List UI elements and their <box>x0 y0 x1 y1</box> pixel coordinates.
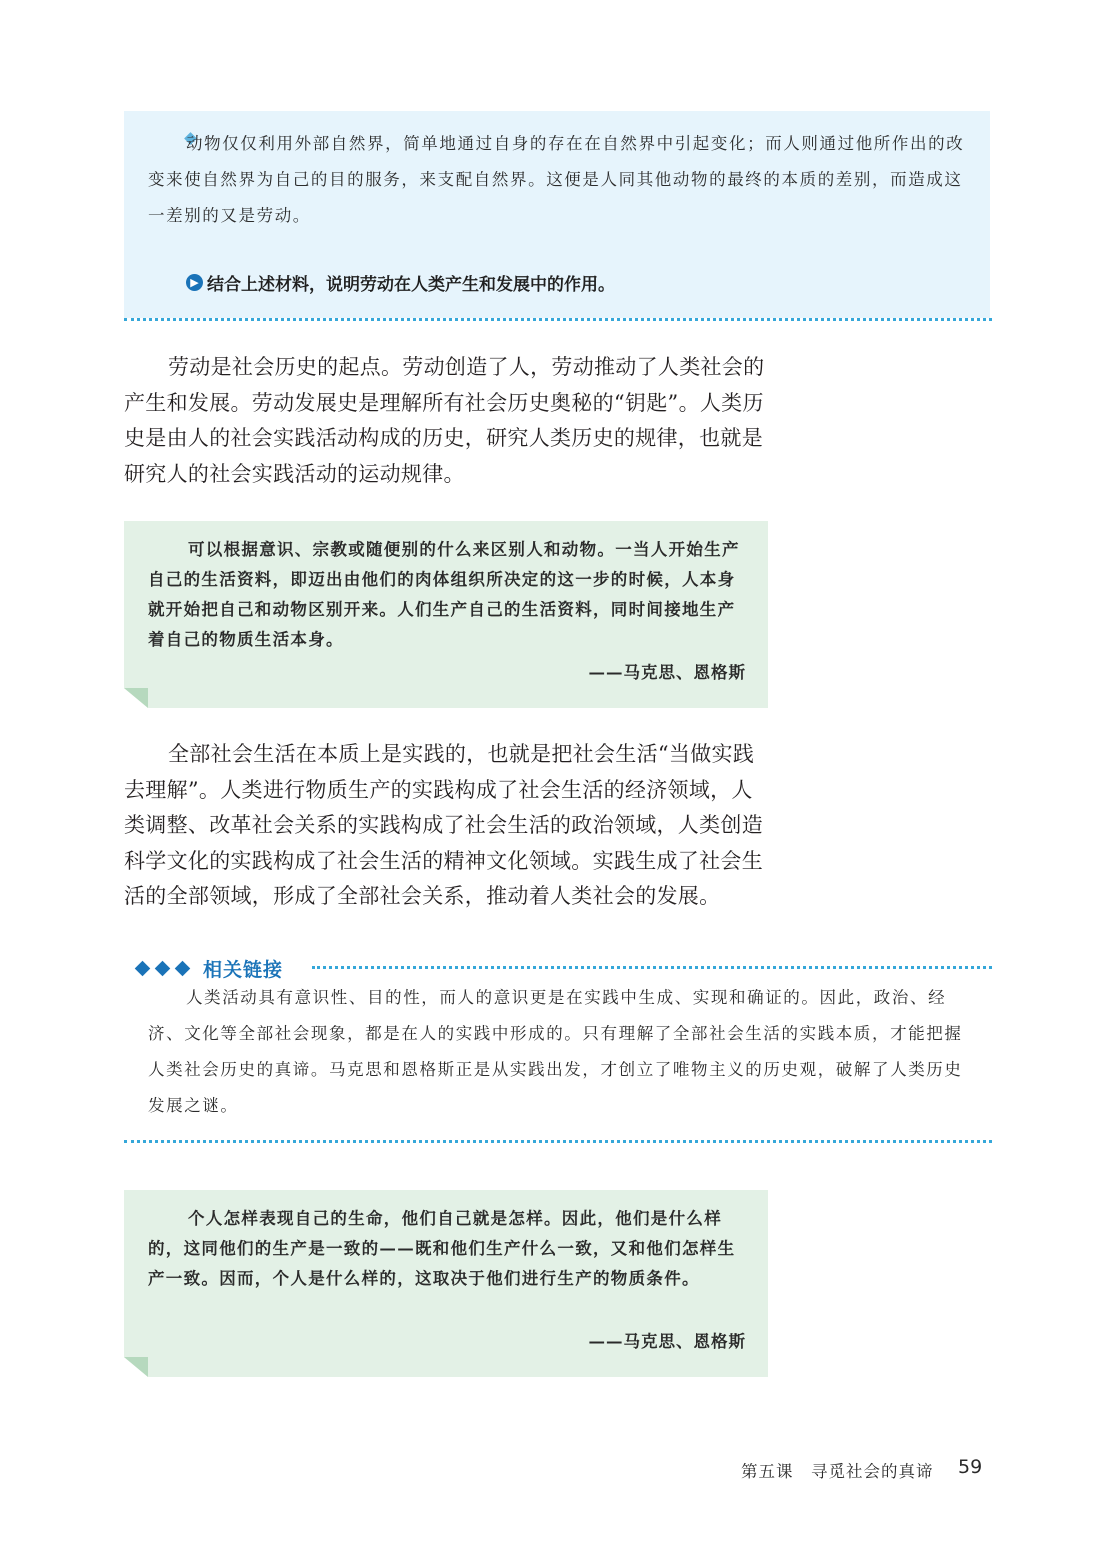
page-number: 59 <box>958 1456 983 1478</box>
diamond-icon <box>135 961 151 977</box>
body-paragraph-2: 全部社会生活在本质上是实践的，也就是把社会生活“当做实践去理解”。人类进行物质生产的实践构成了社会生活的经济领域，人类调整、改革社会关系的实践构成了社会生活的政治领域，人类创造科学文化的实践构成了社会生活的精神文化领域。实践生成了社会生活的全部领域，形成了全部社会关系，推动着人类社会的发展。 <box>124 742 763 908</box>
quote-1-author: ——马克思、恩格斯 <box>588 663 746 682</box>
related-link-title: 相关链接 <box>203 959 284 981</box>
question-row <box>186 270 615 295</box>
diamond-icon <box>175 961 191 977</box>
quote-2-author: ——马克思、恩格斯 <box>588 1332 746 1351</box>
quote-2-text: 个人怎样表现自己的生命，他们自己就是怎样。因此，他们是什么样的，这同他们的生产是一致的——既和他们生产什么一致，又和他们怎样生产一致。因而，个人是什么样的，这取决于他们进行生产的物质条件。 <box>148 1209 736 1288</box>
body-paragraph-1: 劳动是社会历史的起点。劳动创造了人，劳动推动了人类社会的产生和发展。劳动发展史是理解所有社会历史奥秘的“钥匙”。人类历史是由人的社会实践活动构成的历史，研究人类历史的规律，也就是研究人的社会实践活动的运动规律。 <box>124 355 765 486</box>
question-text: 结合上述材料，说明劳动在人类产生和发展中的作用。 <box>207 275 615 295</box>
quote-box-2 <box>124 1190 768 1377</box>
arrow-right-icon: ▶ <box>186 274 203 291</box>
quote-box-1 <box>124 521 768 708</box>
footer-lesson-title: 第五课 寻觅社会的真谛 <box>741 1462 934 1481</box>
dotted-divider-link-bottom <box>124 1140 992 1143</box>
diamond-icon <box>155 961 171 977</box>
material-text: 动物仅仅利用外部自然界，简单地通过自身的存在在自然界中引起变化；而人则通过他所作出的改变来使自然界为自己的目的服务，来支配自然界。这便是人同其他动物的最终的本质的差别，而造成这一差别的又是劳动。 <box>148 134 965 225</box>
page-fold-shade <box>124 1357 148 1377</box>
quote-1-text: 可以根据意识、宗教或随便别的什么来区别人和动物。一当人开始生产自己的生活资料，即迈出由他们的肉体组织所决定的这一步的时候，人本身就开始把自己和动物区别开来。人们生产自己的生活资料，同时间接地生产着自己的物质生活本身。 <box>148 540 740 649</box>
page-fold-shade <box>124 688 148 708</box>
dotted-divider-link-header <box>312 966 992 969</box>
related-link-header <box>137 955 283 982</box>
related-link-text: 人类活动具有意识性、目的性，而人的意识更是在实践中生成、实现和确证的。因此，政治、经济、文化等全部社会现象，都是在人的实践中形成的。只有理解了全部社会生活的实践本质，才能把握人类社会历史的真谛。马克思和恩格斯正是从实践出发，才创立了唯物主义的历史观，破解了人类历史发展之谜。 <box>148 988 963 1115</box>
dotted-divider-top <box>124 318 992 321</box>
